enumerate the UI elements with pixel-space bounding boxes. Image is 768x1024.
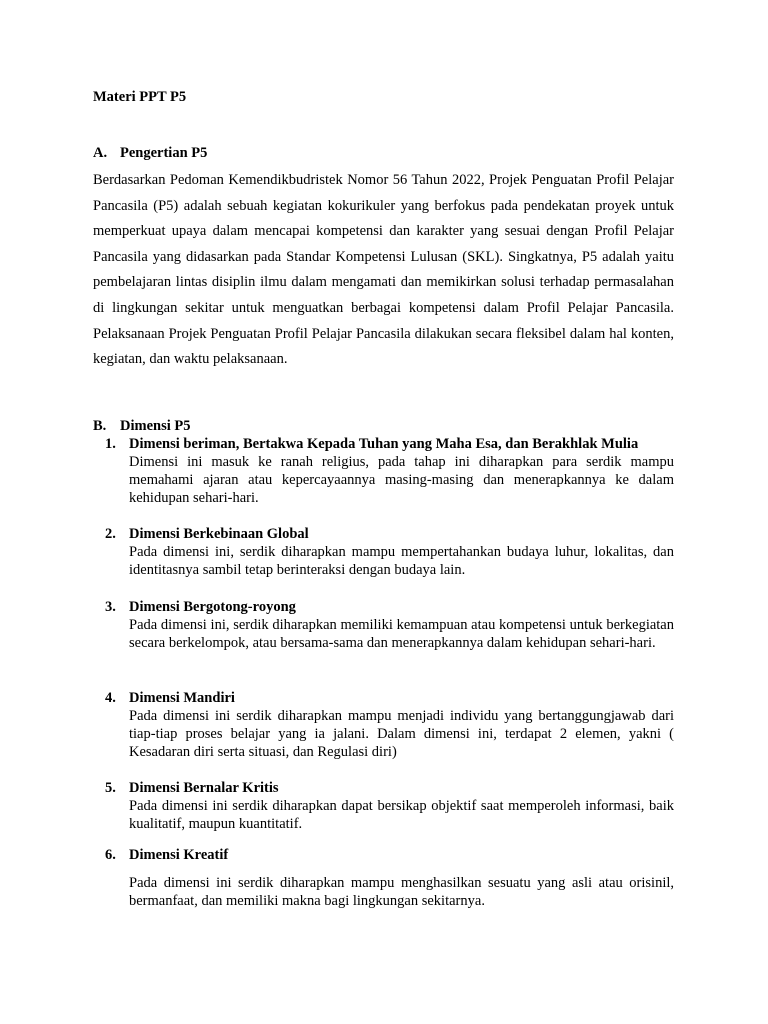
dimension-item-description: Dimensi ini masuk ke ranah religius, pada tahap ini diharapkan para serdik mampu memahami ajaran atau kepercayaannya masing-masing dan menerapkannya ke dalam kehidupan sehari-hari. [129,454,674,507]
dimension-item-title: Dimensi Kreatif [129,847,229,863]
dimension-item-title: Dimensi Mandiri [129,690,235,706]
dimension-item-description: Pada dimensi ini serdik diharapkan mampu menghasilkan sesuatu yang asli atau orisinil, bermanfaat, dan memiliki makna bagi lingkungan sekitarnya. [129,875,674,910]
section-a-paragraph: Berdasarkan Pedoman Kemendikbudristek Nomor 56 Tahun 2022, Projek Penguatan Profil Pelajar Pancasila (P5) adalah sebuah kegiatan kokurikuler yang berfokus pada pendekatan proyek untuk memperkuat upaya dalam mencapai kompetensi dan karakter yang sesuai dengan Profil Pelajar Pancasila yang didasarkan pada Standar Kompetensi Lulusan (SKL). Singkatnya, P5 adalah yaitu pembelajaran lintas disiplin ilmu dalam mengamati dan memikirkan solusi terhadap permasalahan di lingkungan sekitar untuk menguatkan berbagai kompetensi dalam Profil Pelajar Pancasila. Pelaksanaan Projek Penguatan Profil Pelajar Pancasila dilakukan secara fleksibel dalam hal konten, kegiatan, dan waktu pelaksanaan. [93,172,674,368]
dimension-item-title: Dimensi Bernalar Kritis [129,780,279,796]
section-a-letter: A. [93,145,108,161]
dimension-item-number: 4. [105,690,116,706]
section-b-letter: B. [93,418,107,434]
dimension-item-1 [105,435,674,508]
dimension-item-3 [105,598,674,652]
dimension-item-description: Pada dimensi ini serdik diharapkan dapat bersikap objektif saat memperoleh informasi, baik kualitatif, maupun kuantitatif. [129,798,674,833]
section-b-title: Dimensi P5 [120,418,191,434]
section-a-title: Pengertian P5 [120,145,208,161]
dimension-item-description: Pada dimensi ini, serdik diharapkan mampu mempertahankan budaya luhur, lokalitas, dan identitasnya sambil tetap berinteraksi dengan budaya lain. [129,544,674,579]
dimension-item-title: Dimensi beriman, Bertakwa Kepada Tuhan yang Maha Esa, dan Berakhlak Mulia [129,436,639,452]
dimension-item-number: 3. [105,599,116,615]
section-b-heading [93,417,190,435]
dimension-item-number: 6. [105,847,116,863]
dimension-item-number: 2. [105,526,116,542]
dimension-item-2 [105,525,674,579]
dimension-item-description: Pada dimensi ini serdik diharapkan mampu menjadi individu yang bertanggungjawab dari tiap-tiap proses belajar yang ia jalani. Dalam dimensi ini, terdapat 2 elemen, yakni ( Kesadaran diri serta situasi, dan Regulasi diri) [129,708,674,761]
dimension-item-6 [105,846,674,910]
dimension-item-title: Dimensi Bergotong-royong [129,599,296,615]
dimension-item-number: 5. [105,780,116,796]
dimension-item-title: Dimensi Berkebinaan Global [129,526,309,542]
dimension-item-description: Pada dimensi ini, serdik diharapkan memiliki kemampuan atau kompetensi untuk berkegiatan secara berkelompok, atau bersama-sama dan menerapkannya dalam kehidupan sehari-hari. [129,617,674,652]
dimension-item-number: 1. [105,436,116,452]
dimension-item-5 [105,779,674,833]
dimension-item-4 [105,689,674,762]
section-a-heading [93,144,207,162]
document-title: Materi PPT P5 [93,89,187,105]
